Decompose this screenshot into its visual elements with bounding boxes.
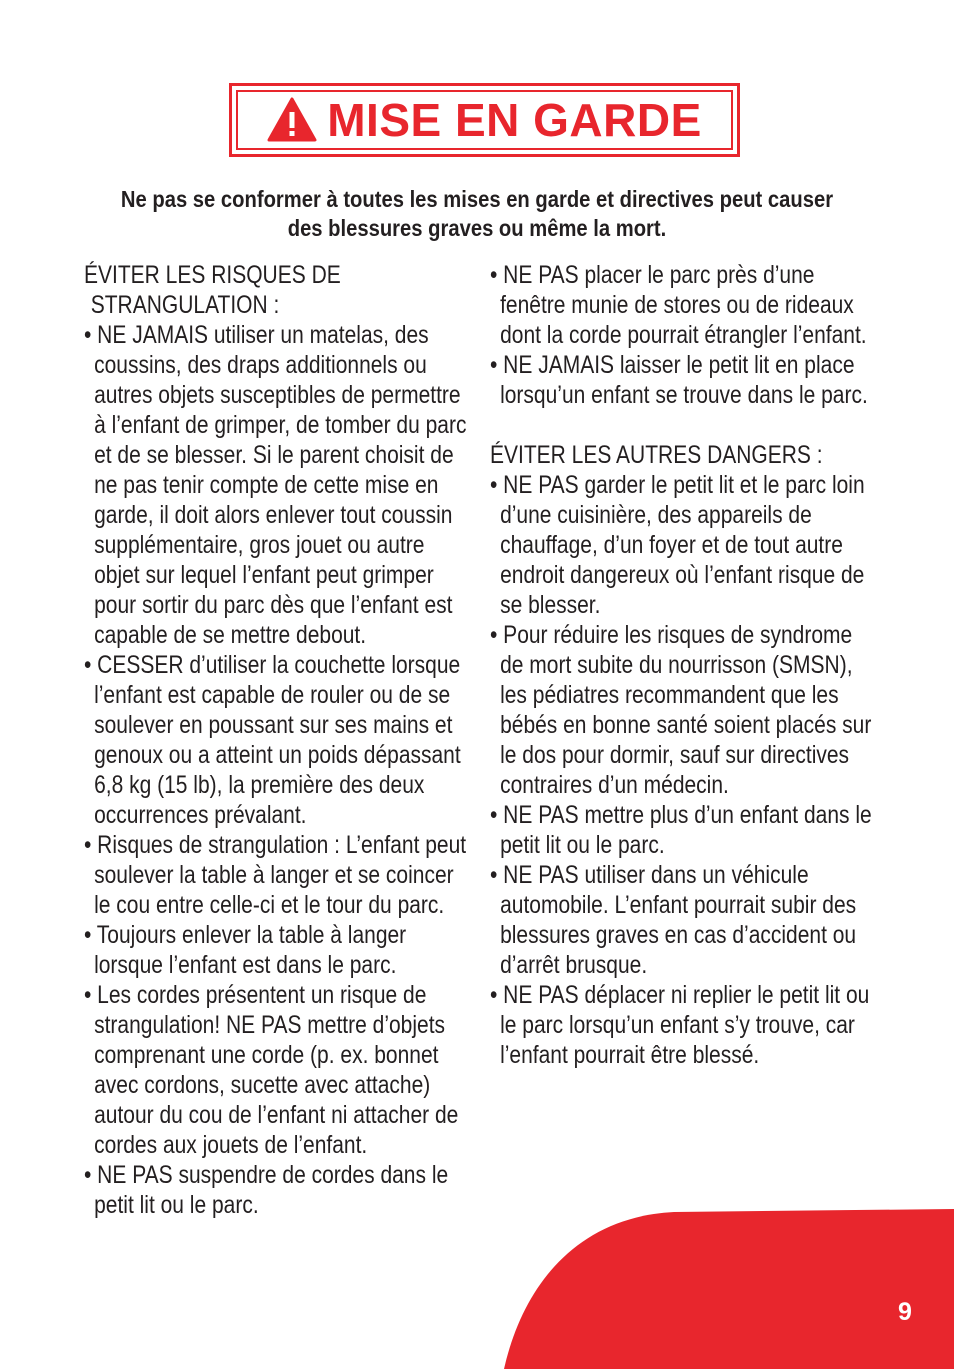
list-item: • NE JAMAIS utiliser un matelas, des coussins, des draps additionnels ou autres objets susceptibles de permettre à l’enfant de grimper, de tomber du parc et de se blesser. Si le parent choisit de ne pas tenir compte de cette mise en garde, il doit alors enlever tout coussin supplémentaire, gros jouet ou autre objet sur lequel l’enfant peut grimper pour sortir du parc dès que l’enfant est capable de se mettre debout. [84,321,467,649]
page-title: MISE EN GARDE [327,94,702,146]
list-item: • NE PAS garder le petit lit et le parc loin d’une cuisinière, des appareils de chauffage, d’un foyer et de tout autre endroit dangereux où l’enfant risque de se blesser. [490,471,865,619]
list-item: • NE JAMAIS laisser le petit lit en place lorsqu’un enfant se trouve dans le parc. [490,351,868,409]
section-heading-other-dangers: ÉVITER LES AUTRES DANGERS : [490,441,823,469]
section-heading-strangulation: ÉVITER LES RISQUES DE STRANGULATION : [84,261,341,319]
list-item: • Les cordes présentent un risque de strangulation! NE PAS mettre d’objets comprenant une corde (p. ex. bonnet avec cordons, sucette avec attache) autour du cou de l’enfant ni attacher de cordes aux jouets de l’enfant. [84,981,459,1159]
page-number: 9 [898,1298,912,1326]
warning-header [229,83,740,157]
page-corner-decoration [504,1209,954,1369]
warning-triangle-icon [267,97,317,143]
intro-warning-text: Ne pas se conformer à toutes les mises en garde et directives peut causer des blessures graves ou même la mort. [120,186,834,241]
list-item: • Pour réduire les risques de syndrome de mort subite du nourrisson (SMSN), les pédiatres recommandent que les bébés en bonne santé soient placés sur le dos pour dormir, sauf sur directives contraires d’un médecin. [490,621,872,799]
right-column [490,260,930,1070]
list-item: • NE PAS utiliser dans un véhicule automobile. L’enfant pourrait subir des blessures graves en cas d’accident ou d’arrêt brusque. [490,861,857,979]
left-column [84,260,524,1220]
list-item: • Risques de strangulation : L’enfant peut soulever la table à langer et se coincer le cou entre celle-ci et le tour du parc. [84,831,467,919]
section-spacer [490,410,876,440]
warning-title-row [267,94,702,146]
list-item: • NE PAS mettre plus d’un enfant dans le petit lit ou le parc. [490,801,872,859]
list-item: • CESSER d’utiliser la couchette lorsque l’enfant est capable de rouler ou de se soulever en poussant sur ses mains et genoux ou a atteint un poids dépassant 6,8 kg (15 lb), la première des deux occurrences prévalant. [84,651,461,829]
list-item: • NE PAS suspendre de cordes dans le petit lit ou le parc. [84,1161,449,1219]
list-item: • NE PAS placer le parc près d’une fenêtre munie de stores ou de rideaux dont la corde pourrait étrangler l’enfant. [490,261,867,349]
list-item: • Toujours enlever la table à langer lorsque l’enfant est dans le parc. [84,921,407,979]
list-item: • NE PAS déplacer ni replier le petit lit ou le parc lorsqu’un enfant s’y trouve, car l’enfant pourrait être blessé. [490,981,870,1069]
